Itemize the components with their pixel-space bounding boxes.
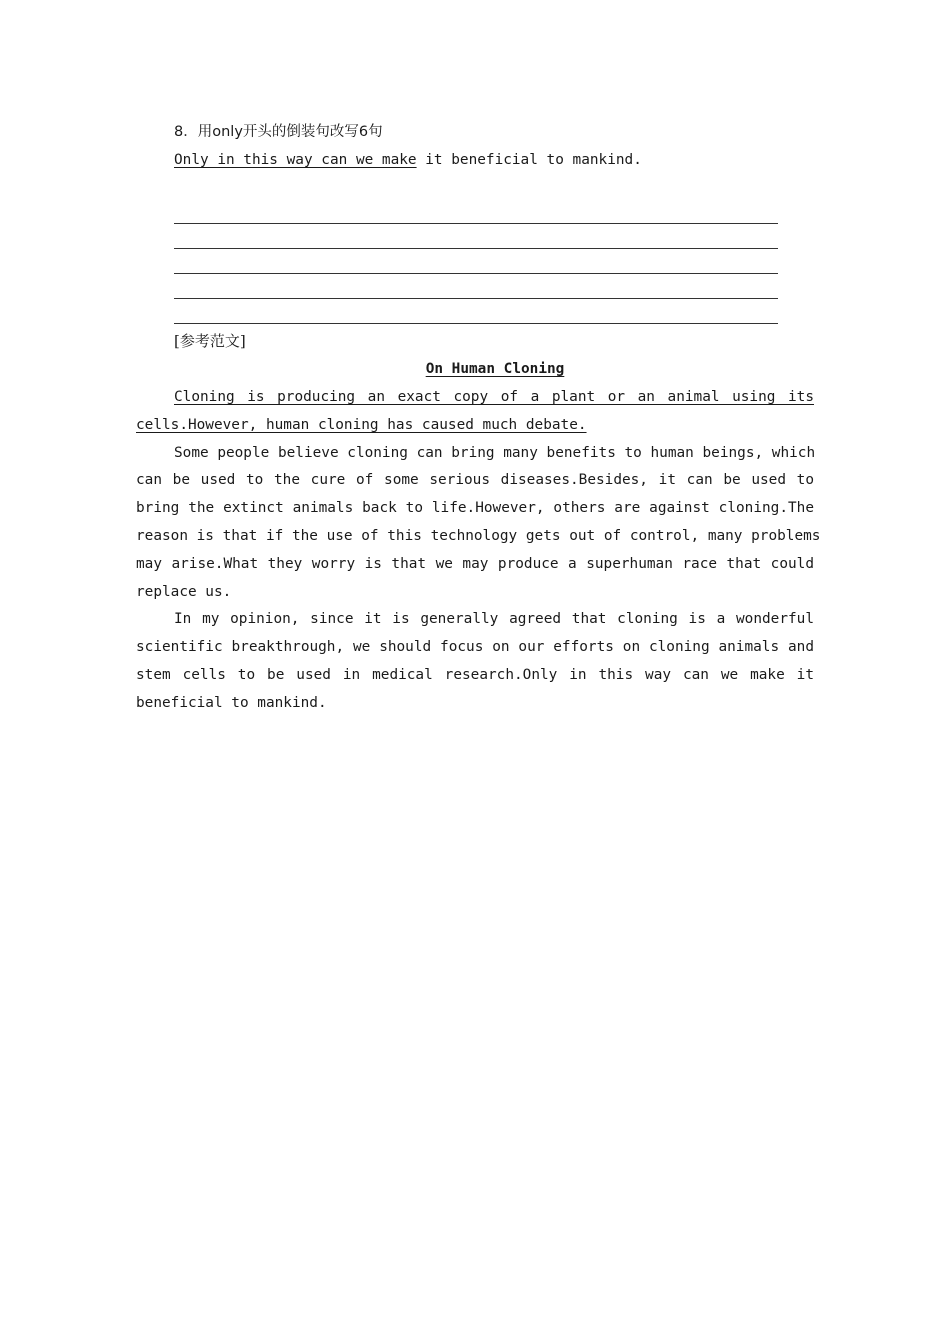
paragraph-line: stem cells to be used in medical research.Only in this way can we make it: [136, 666, 814, 683]
essay-paragraph-3: [136, 606, 814, 717]
paragraph-line: Some people believe cloning can bring many benefits to human beings, which: [174, 444, 816, 461]
paragraph-line: scientific breakthrough, we should focus on our efforts on cloning animals and: [136, 639, 814, 656]
answer-underlined-part: Only in this way can we make: [174, 152, 417, 168]
paragraph-line: cells.However, human cloning has caused much debate.: [136, 416, 587, 433]
paragraph-line: beneficial to mankind.: [136, 694, 327, 711]
paragraph-line: replace us.: [136, 583, 232, 600]
essay-paragraph-1: [136, 384, 814, 440]
paragraph-line: In my opinion, since it is generally agreed that cloning is a wonderful: [174, 611, 814, 628]
task-title: 8．用only开头的倒装句改写6句: [174, 124, 383, 140]
writing-line-4: [174, 298, 778, 299]
paragraph-line: may arise.What they worry is that we may produce a superhuman race that could: [136, 555, 814, 572]
writing-line-3: [174, 273, 778, 274]
paragraph-line: can be used to the cure of some serious diseases.Besides, it can be used to: [136, 472, 814, 489]
writing-line-1: [174, 223, 778, 224]
task-answer: [174, 150, 642, 170]
essay-title: On Human Cloning: [425, 361, 565, 377]
paragraph-line: bring the extinct animals back to life.However, others are against cloning.The: [136, 500, 814, 517]
writing-line-2: [174, 248, 778, 249]
reference-label: [参考范文]: [174, 332, 246, 350]
writing-line-5: [174, 323, 778, 324]
answer-rest: it beneficial to mankind.: [416, 152, 642, 168]
paragraph-line: reason is that if the use of this technology gets out of control, many problems: [136, 527, 821, 544]
paragraph-line: Cloning is producing an exact copy of a plant or an animal using its: [174, 389, 814, 405]
essay-paragraph-2: [136, 440, 821, 607]
